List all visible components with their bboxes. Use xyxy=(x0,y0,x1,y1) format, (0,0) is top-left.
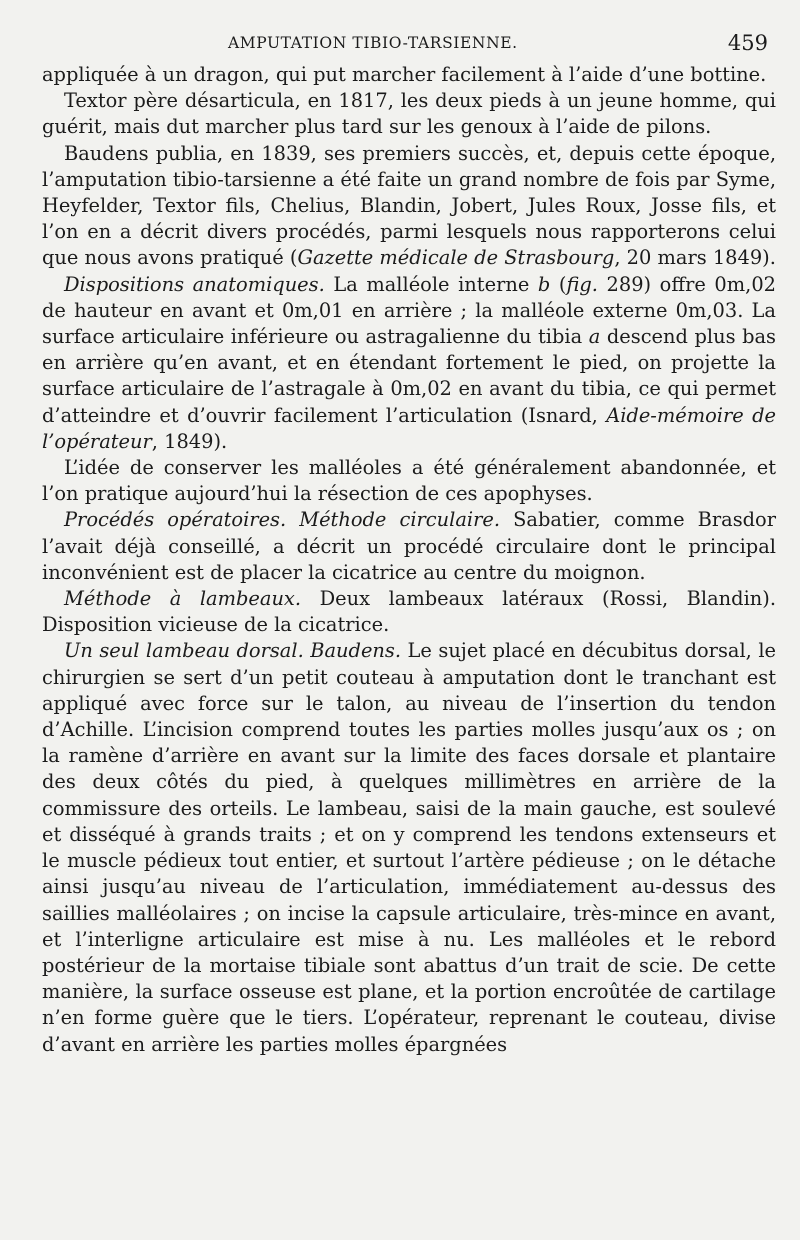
section-heading: Procédés opératoires. Méthode circulaire. xyxy=(64,508,501,532)
paragraph-3 xyxy=(42,141,776,272)
text-segment: , 1849). xyxy=(151,429,228,453)
figure-letter: a xyxy=(588,325,601,349)
text-segment: L’idée de conserver les malléoles a été généralement abandonnée, et l’on pratique aujourd’hui la résection de ces apophyses. xyxy=(42,456,776,506)
text-segment: 289) offre 0m,02 de hauteur en avant et 0m,01 en arrière ; la malléole externe 0m,03. La surface articulaire inférieure ou astragalienne du tibia xyxy=(42,272,776,349)
paragraph-6 xyxy=(42,507,776,586)
text-segment: , 20 mars 1849). xyxy=(614,246,776,270)
text-segment: Deux lambeaux latéraux (Rossi, Blandin). Disposition vicieuse de la cicatrice. xyxy=(42,587,776,637)
text-segment: appliquée à un dragon, qui put marcher facilement à l’aide d’une bottine. xyxy=(42,63,767,86)
text-segment: Textor père désarticula, en 1817, les deux pieds à un jeune homme, qui guérit, mais dut marcher plus tard sur les genoux à l’aide de pilons. xyxy=(42,89,776,139)
paragraph-4 xyxy=(42,272,776,455)
section-heading: Un seul lambeau dorsal. Baudens. xyxy=(64,639,402,663)
paragraph-5 xyxy=(42,455,776,507)
page-header xyxy=(42,0,776,62)
text-segment: La malléole interne xyxy=(324,272,538,296)
text-segment: Sabatier, comme Brasdor l’avait déjà conseillé, a décrit un procédé circulaire dont le principal inconvénient est de placer la cicatrice au centre du moignon. xyxy=(42,508,776,584)
text-segment: Baudens publia, en 1839, ses premiers succès, et, depuis cette époque, l’amputation tibio-tarsienne a été faite un grand nombre de fois par Syme, Heyfelder, Textor fils, Chelius, Blandin, Jobert, Jules Roux, Josse fils, et l’on en a décrit divers procédés, parmi lesquels nous rapporterons celui que nous avons pratiqué ( xyxy=(42,141,776,270)
section-heading: Dispositions anatomiques. xyxy=(64,272,325,296)
running-title: AMPUTATION TIBIO-TARSIENNE. xyxy=(228,34,518,52)
citation-title: Aide-mémoire de l’opérateur xyxy=(42,403,776,453)
section-heading: Méthode à lambeaux. xyxy=(64,587,302,611)
paragraph-2 xyxy=(42,88,776,140)
figure-letter: b xyxy=(537,272,551,296)
body-text xyxy=(42,62,776,1058)
text-segment: ( xyxy=(550,272,567,296)
page-number: 459 xyxy=(727,31,768,55)
text-segment: Le sujet placé en décubitus dorsal, le chirurgien se sert d’un petit couteau à amputation dont le tranchant est appliqué avec force sur le talon, au niveau de l’insertion du tendon d’Achille. L’incision comprend toutes les parties molles jusqu’aux os ; on la ramène d’arrière en avant sur la limite des faces dorsale et plantaire des deux côtés du pied, à quelques millimètres en arrière de la commissure des orteils. Le lambeau, saisi de la main gauche, est soulevé et disséqué à grands traits ; et on y comprend les tendons extenseurs et le muscle pédieux tout entier, et surtout l’artère pédieuse ; on le détache ainsi jusqu’au niveau de l’articulation, immédiatement au-dessus des saillies malléolaires ; on incise la capsule articulaire, très-mince en avant, et l’interligne articulaire est mise à nu. Les malléoles et le rebord postérieur de la mortaise tibiale sont abattus d’un trait de scie. De cette manière, la surface osseuse est plane, et la portion encroûtée de cartilage n’en forme guère que le tiers. L’opérateur, reprenant le couteau, divise d’avant en arrière les parties molles épargnées xyxy=(42,639,777,1056)
paragraph-8 xyxy=(42,638,776,1057)
text-segment: descend plus bas en arrière qu’en avant, et en étendant fortement le pied, on projette la surface articulaire de l’astragale à 0m,02 en avant du tibia, ce qui permet d’atteindre et d’ouvrir facilement l’articulation (Isnard, xyxy=(42,325,777,427)
paragraph-1 xyxy=(42,62,776,88)
figure-reference: fig. xyxy=(566,272,598,296)
citation-title: Gazette médicale de Strasbourg xyxy=(297,246,615,270)
paragraph-7 xyxy=(42,586,776,638)
